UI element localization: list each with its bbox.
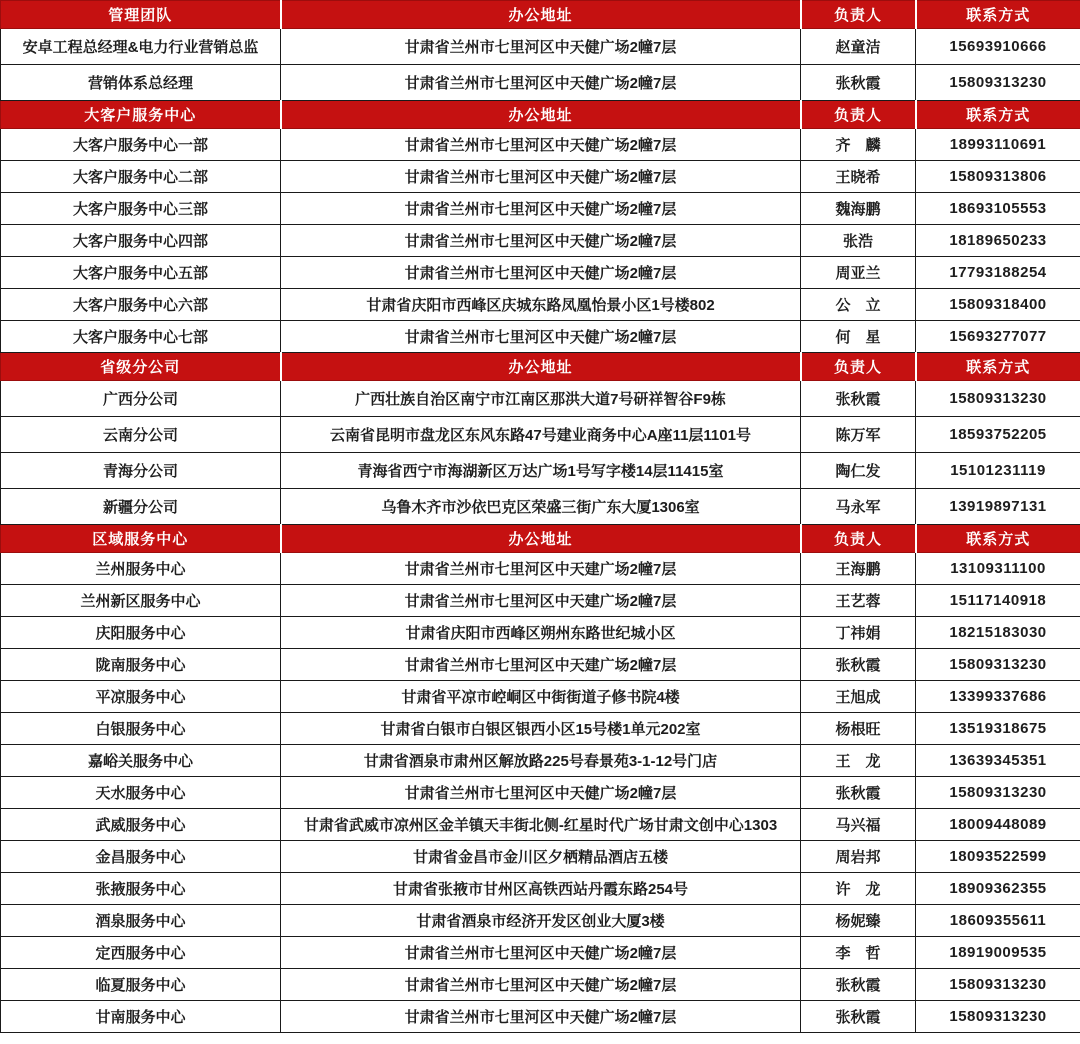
section-title: 大客户服务中心	[1, 101, 281, 129]
cell-office-address: 甘肃省兰州市七里河区中天健广场2幢7层	[281, 937, 801, 969]
cell-person-in-charge: 赵童洁	[801, 29, 916, 65]
column-header-contact: 联系方式	[916, 353, 1080, 381]
table-row	[1, 809, 1080, 841]
table-row	[1, 381, 1080, 417]
cell-phone-number: 15809313230	[916, 649, 1080, 681]
cell-person-in-charge: 王海鹏	[801, 553, 916, 585]
cell-phone-number: 18909362355	[916, 873, 1080, 905]
cell-office-address: 乌鲁木齐市沙依巴克区荣盛三街广东大厦1306室	[281, 489, 801, 525]
table-row	[1, 681, 1080, 713]
cell-phone-number: 15809313230	[916, 969, 1080, 1001]
cell-phone-number: 18593752205	[916, 417, 1080, 453]
cell-office-address: 青海省西宁市海湖新区万达广场1号写字楼14层11415室	[281, 453, 801, 489]
cell-office-address: 甘肃省酒泉市肃州区解放路225号春景苑3-1-12号门店	[281, 745, 801, 777]
column-header-address: 办公地址	[281, 1, 801, 29]
section-header-row	[1, 525, 1080, 553]
cell-office-address: 甘肃省武威市凉州区金羊镇天丰街北侧-红星时代广场甘肃文创中心1303	[281, 809, 801, 841]
cell-department-name: 甘南服务中心	[1, 1001, 281, 1033]
column-header-person: 负责人	[801, 1, 916, 29]
cell-office-address: 甘肃省兰州市七里河区中天健广场2幢7层	[281, 225, 801, 257]
cell-phone-number: 18009448089	[916, 809, 1080, 841]
cell-person-in-charge: 张秋霞	[801, 777, 916, 809]
table-row	[1, 617, 1080, 649]
cell-phone-number: 18993110691	[916, 129, 1080, 161]
cell-office-address: 甘肃省兰州市七里河区中天健广场2幢7层	[281, 161, 801, 193]
cell-phone-number: 15693910666	[916, 29, 1080, 65]
cell-person-in-charge: 齐 麟	[801, 129, 916, 161]
cell-office-address: 甘肃省兰州市七里河区中天健广场2幢7层	[281, 29, 801, 65]
cell-person-in-charge: 杨妮臻	[801, 905, 916, 937]
cell-person-in-charge: 魏海鹏	[801, 193, 916, 225]
cell-phone-number: 15693277077	[916, 321, 1080, 353]
cell-person-in-charge: 王晓希	[801, 161, 916, 193]
cell-person-in-charge: 张秋霞	[801, 1001, 916, 1033]
cell-department-name: 大客户服务中心五部	[1, 257, 281, 289]
cell-office-address: 甘肃省酒泉市经济开发区创业大厦3楼	[281, 905, 801, 937]
column-header-contact: 联系方式	[916, 525, 1080, 553]
cell-office-address: 甘肃省张掖市甘州区高铁西站丹霞东路254号	[281, 873, 801, 905]
column-header-contact: 联系方式	[916, 1, 1080, 29]
cell-person-in-charge: 张秋霞	[801, 969, 916, 1001]
cell-department-name: 金昌服务中心	[1, 841, 281, 873]
cell-office-address: 甘肃省兰州市七里河区中天健广场2幢7层	[281, 321, 801, 353]
cell-office-address: 甘肃省兰州市七里河区中天健广场2幢7层	[281, 65, 801, 101]
table-row	[1, 257, 1080, 289]
cell-department-name: 营销体系总经理	[1, 65, 281, 101]
cell-person-in-charge: 张秋霞	[801, 381, 916, 417]
cell-department-name: 兰州服务中心	[1, 553, 281, 585]
cell-phone-number: 18919009535	[916, 937, 1080, 969]
cell-office-address: 甘肃省兰州市七里河区中天建广场2幢7层	[281, 553, 801, 585]
cell-phone-number: 15809313230	[916, 65, 1080, 101]
cell-department-name: 武威服务中心	[1, 809, 281, 841]
cell-phone-number: 18189650233	[916, 225, 1080, 257]
table-row	[1, 745, 1080, 777]
cell-department-name: 广西分公司	[1, 381, 281, 417]
cell-department-name: 庆阳服务中心	[1, 617, 281, 649]
cell-person-in-charge: 许 龙	[801, 873, 916, 905]
table-row	[1, 489, 1080, 525]
section-title: 省级分公司	[1, 353, 281, 381]
cell-person-in-charge: 马兴福	[801, 809, 916, 841]
cell-department-name: 大客户服务中心七部	[1, 321, 281, 353]
cell-office-address: 甘肃省金昌市金川区夕栖精品酒店五楼	[281, 841, 801, 873]
cell-phone-number: 15101231119	[916, 453, 1080, 489]
cell-department-name: 青海分公司	[1, 453, 281, 489]
table-row	[1, 65, 1080, 101]
cell-office-address: 甘肃省兰州市七里河区中天建广场2幢7层	[281, 649, 801, 681]
cell-department-name: 大客户服务中心六部	[1, 289, 281, 321]
cell-office-address: 甘肃省白银市白银区银西小区15号楼1单元202室	[281, 713, 801, 745]
table-row	[1, 225, 1080, 257]
cell-office-address: 甘肃省兰州市七里河区中天健广场2幢7层	[281, 257, 801, 289]
cell-person-in-charge: 周亚兰	[801, 257, 916, 289]
cell-phone-number: 18093522599	[916, 841, 1080, 873]
table-row	[1, 1001, 1080, 1033]
cell-phone-number: 15809313230	[916, 1001, 1080, 1033]
column-header-person: 负责人	[801, 525, 916, 553]
table-row	[1, 129, 1080, 161]
cell-person-in-charge: 张浩	[801, 225, 916, 257]
cell-person-in-charge: 丁祎娟	[801, 617, 916, 649]
cell-phone-number: 15809313806	[916, 161, 1080, 193]
cell-department-name: 安卓工程总经理&电力行业营销总监	[1, 29, 281, 65]
cell-phone-number: 15809318400	[916, 289, 1080, 321]
cell-office-address: 甘肃省兰州市七里河区中天健广场2幢7层	[281, 777, 801, 809]
table-row	[1, 161, 1080, 193]
cell-department-name: 大客户服务中心一部	[1, 129, 281, 161]
cell-phone-number: 13639345351	[916, 745, 1080, 777]
cell-person-in-charge: 陈万军	[801, 417, 916, 453]
cell-department-name: 平凉服务中心	[1, 681, 281, 713]
cell-office-address: 甘肃省兰州市七里河区中天健广场2幢7层	[281, 193, 801, 225]
cell-person-in-charge: 王艺蓉	[801, 585, 916, 617]
cell-person-in-charge: 王 龙	[801, 745, 916, 777]
cell-department-name: 大客户服务中心四部	[1, 225, 281, 257]
cell-phone-number: 15809313230	[916, 777, 1080, 809]
cell-department-name: 张掖服务中心	[1, 873, 281, 905]
table-row	[1, 29, 1080, 65]
table-body	[1, 1, 1080, 1033]
cell-person-in-charge: 周岩邦	[801, 841, 916, 873]
column-header-contact: 联系方式	[916, 101, 1080, 129]
column-header-person: 负责人	[801, 101, 916, 129]
cell-phone-number: 18609355611	[916, 905, 1080, 937]
cell-office-address: 广西壮族自治区南宁市江南区那洪大道7号研祥智谷F9栋	[281, 381, 801, 417]
cell-office-address: 甘肃省平凉市崆峒区中街街道子修书院4楼	[281, 681, 801, 713]
cell-person-in-charge: 张秋霞	[801, 649, 916, 681]
section-title: 区域服务中心	[1, 525, 281, 553]
column-header-address: 办公地址	[281, 101, 801, 129]
cell-office-address: 甘肃省兰州市七里河区中天健广场2幢7层	[281, 969, 801, 1001]
cell-phone-number: 13109311100	[916, 553, 1080, 585]
cell-phone-number: 18215183030	[916, 617, 1080, 649]
cell-phone-number: 15117140918	[916, 585, 1080, 617]
cell-phone-number: 17793188254	[916, 257, 1080, 289]
cell-person-in-charge: 马永军	[801, 489, 916, 525]
table-row	[1, 553, 1080, 585]
cell-department-name: 兰州新区服务中心	[1, 585, 281, 617]
table-row	[1, 777, 1080, 809]
table-row	[1, 321, 1080, 353]
table-row	[1, 453, 1080, 489]
table-row	[1, 193, 1080, 225]
cell-office-address: 甘肃省兰州市七里河区中天健广场2幢7层	[281, 1001, 801, 1033]
cell-department-name: 白银服务中心	[1, 713, 281, 745]
table-row	[1, 937, 1080, 969]
cell-phone-number: 18693105553	[916, 193, 1080, 225]
cell-office-address: 云南省昆明市盘龙区东风东路47号建业商务中心A座11层1101号	[281, 417, 801, 453]
cell-department-name: 临夏服务中心	[1, 969, 281, 1001]
cell-department-name: 陇南服务中心	[1, 649, 281, 681]
table-row	[1, 873, 1080, 905]
cell-person-in-charge: 王旭成	[801, 681, 916, 713]
table-row	[1, 841, 1080, 873]
table-row	[1, 585, 1080, 617]
cell-office-address: 甘肃省庆阳市西峰区朔州东路世纪城小区	[281, 617, 801, 649]
column-header-address: 办公地址	[281, 353, 801, 381]
table-row	[1, 649, 1080, 681]
cell-department-name: 酒泉服务中心	[1, 905, 281, 937]
cell-department-name: 新疆分公司	[1, 489, 281, 525]
column-header-address: 办公地址	[281, 525, 801, 553]
cell-department-name: 定西服务中心	[1, 937, 281, 969]
cell-person-in-charge: 陶仁发	[801, 453, 916, 489]
column-header-person: 负责人	[801, 353, 916, 381]
cell-department-name: 大客户服务中心二部	[1, 161, 281, 193]
cell-department-name: 天水服务中心	[1, 777, 281, 809]
cell-department-name: 嘉峪关服务中心	[1, 745, 281, 777]
cell-person-in-charge: 张秋霞	[801, 65, 916, 101]
table-row	[1, 417, 1080, 453]
table-row	[1, 905, 1080, 937]
section-title: 管理团队	[1, 1, 281, 29]
cell-department-name: 云南分公司	[1, 417, 281, 453]
section-header-row	[1, 353, 1080, 381]
cell-person-in-charge: 杨根旺	[801, 713, 916, 745]
cell-person-in-charge: 公 立	[801, 289, 916, 321]
cell-office-address: 甘肃省兰州市七里河区中天建广场2幢7层	[281, 585, 801, 617]
cell-department-name: 大客户服务中心三部	[1, 193, 281, 225]
table-row	[1, 713, 1080, 745]
section-header-row	[1, 1, 1080, 29]
cell-person-in-charge: 何 星	[801, 321, 916, 353]
section-header-row	[1, 101, 1080, 129]
cell-phone-number: 13519318675	[916, 713, 1080, 745]
cell-person-in-charge: 李 哲	[801, 937, 916, 969]
cell-phone-number: 13919897131	[916, 489, 1080, 525]
cell-office-address: 甘肃省兰州市七里河区中天健广场2幢7层	[281, 129, 801, 161]
cell-phone-number: 13399337686	[916, 681, 1080, 713]
table-row	[1, 969, 1080, 1001]
table-row	[1, 289, 1080, 321]
cell-phone-number: 15809313230	[916, 381, 1080, 417]
cell-office-address: 甘肃省庆阳市西峰区庆城东路凤凰怡景小区1号楼802	[281, 289, 801, 321]
